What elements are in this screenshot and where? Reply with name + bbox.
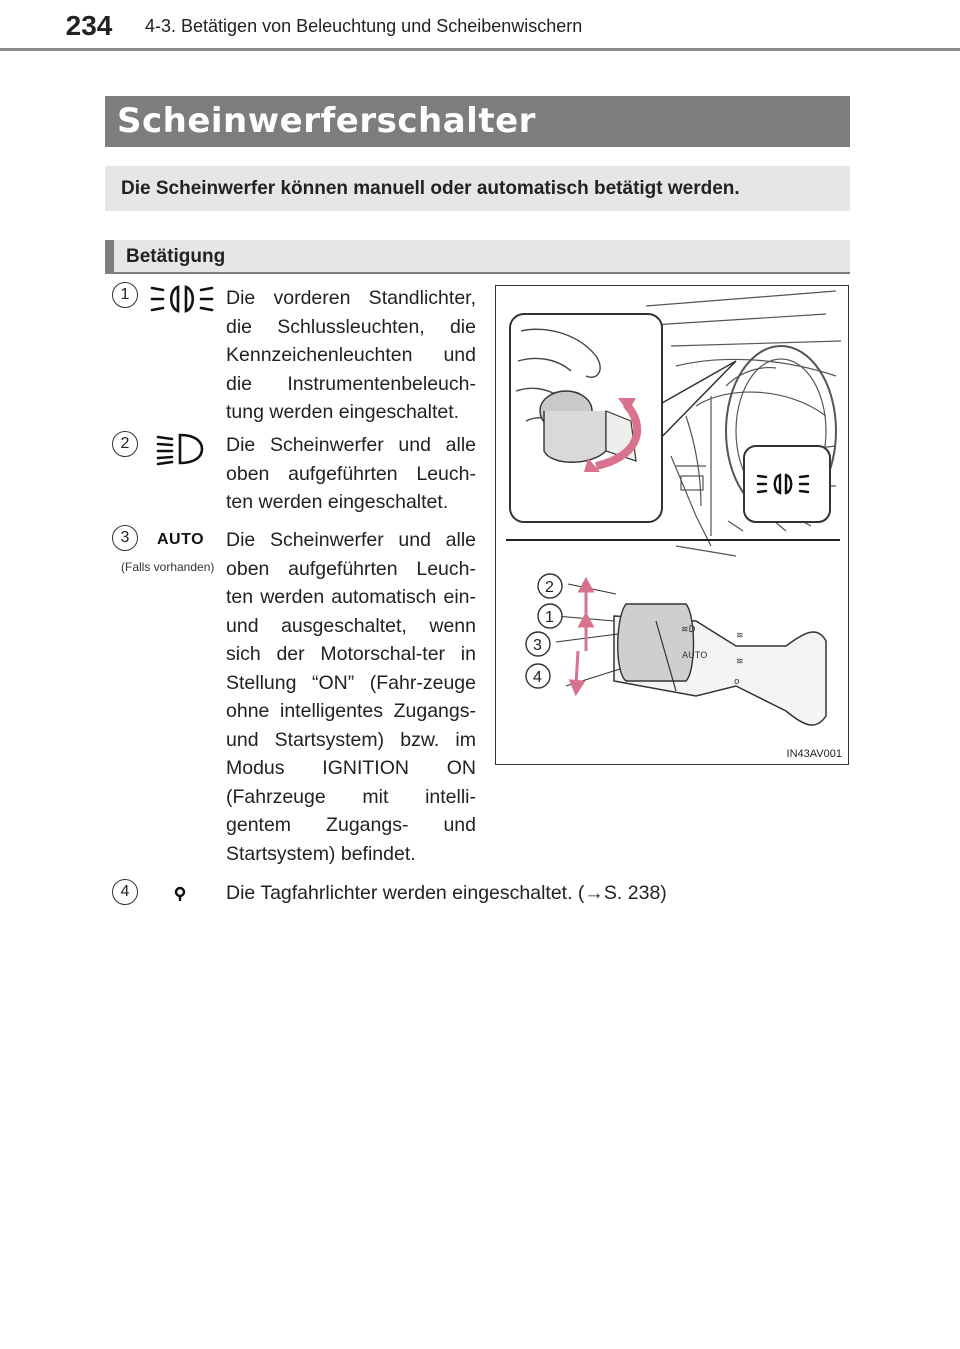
svg-text:o: o	[734, 677, 740, 687]
item-number-4: 4	[112, 879, 138, 905]
section-title: Scheinwerferschalter	[105, 96, 850, 147]
daytime-running-light-icon	[172, 884, 188, 904]
callout-3: 3	[533, 637, 542, 654]
chapter-title: 4-3. Betätigen von Beleuchtung und Scheibenwischern	[145, 16, 583, 36]
callout-4: 4	[533, 669, 542, 686]
header-divider	[0, 48, 960, 51]
headlight-icon	[156, 431, 206, 467]
svg-text:≋D: ≋D	[681, 625, 696, 635]
svg-text:≋: ≋	[736, 657, 744, 667]
item-text-3: Die Scheinwerfer und alle oben aufgeführten Leuch-ten werden automatisch ein- und ausgeschaltet, wenn sich der Motorschal-ter in Stellung “ON” (Fahr-zeuge ohne intelligentes Zugangs- und Startsystem) bzw. im Modus IGNITION ON (Fahrzeuge mit intelli-gentem Zugangs- und Startsystem) befindet.	[226, 529, 476, 865]
callout-1: 1	[545, 609, 554, 626]
item-text-4: Die Tagfahrlichter werden eingeschaltet. (→S. 238)	[226, 882, 667, 904]
item-text-2: Die Scheinwerfer und alle oben aufgeführten Leuch-ten werden eingeschaltet.	[226, 434, 476, 513]
availability-note: (Falls vorhanden)	[121, 560, 215, 574]
figure-id: IN43AV001	[786, 748, 842, 760]
illustration-drawing	[496, 286, 848, 764]
intro-text: Die Scheinwerfer können manuell oder automatisch betätigt werden.	[105, 166, 850, 211]
headlight-switch-illustration	[495, 285, 849, 765]
item-text-1: Die vorderen Standlichter, die Schlussleuchten, die Kennzeichenleuchten und die Instrumentenbeleuch-tung werden eingeschaltet.	[226, 287, 476, 423]
svg-text:≋: ≋	[736, 631, 744, 641]
item-number-2: 2	[112, 431, 138, 457]
page-number: 234	[65, 10, 113, 41]
svg-text:AUTO: AUTO	[682, 651, 708, 661]
callout-2: 2	[545, 579, 554, 596]
sidelight-icon	[150, 282, 214, 316]
subsection-title: Betätigung	[105, 240, 850, 274]
item-number-1: 1	[112, 282, 138, 308]
item-number-3: 3	[112, 525, 138, 551]
auto-icon: AUTO	[157, 531, 205, 548]
